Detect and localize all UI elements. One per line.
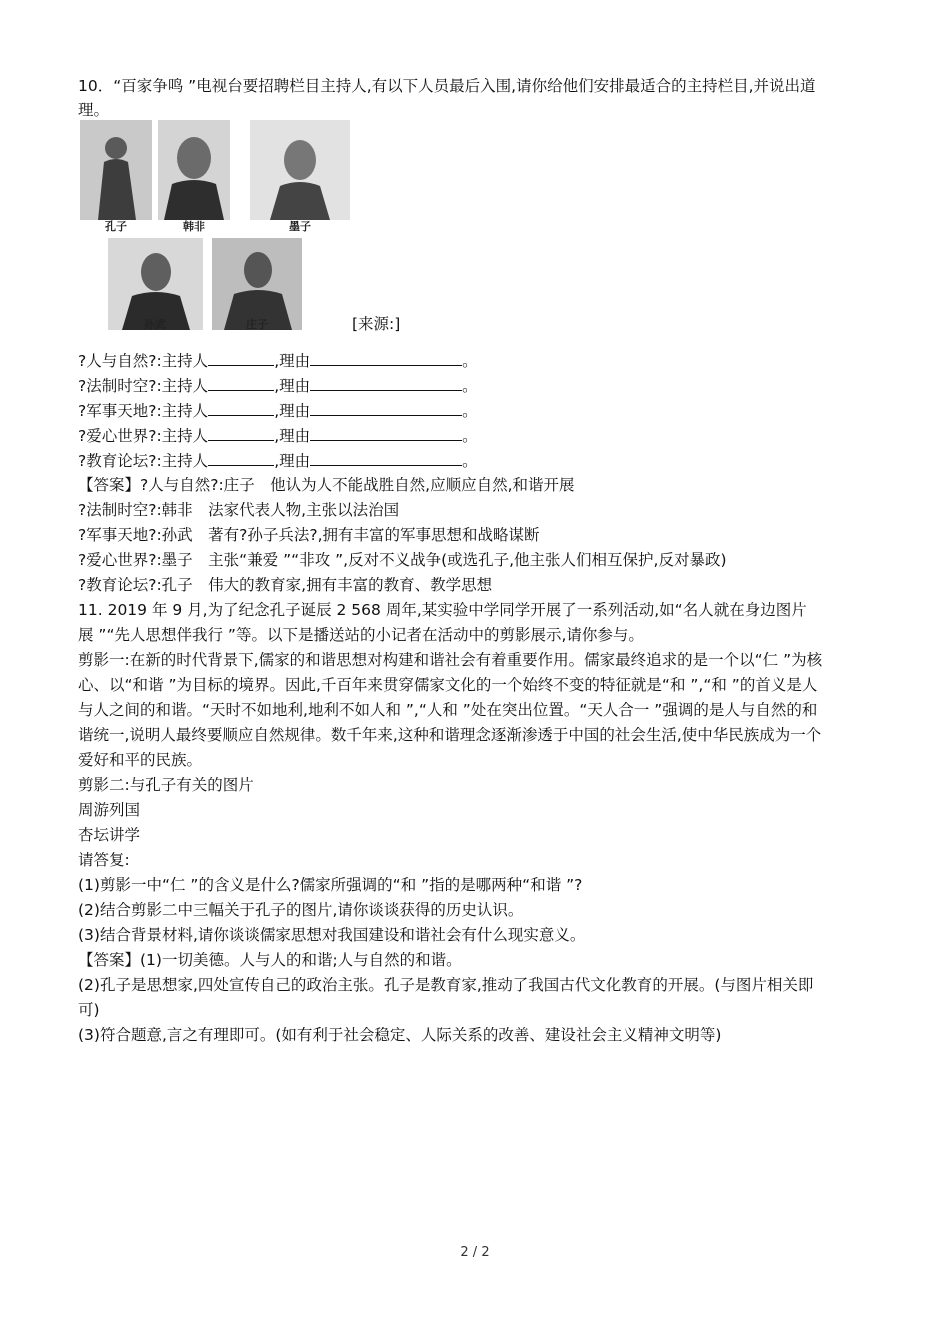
row-label: ?军事天地?:主持人 [78,402,209,420]
q10-intro-line-2: 理。 [78,101,110,119]
q10-answer-line: ?军事天地?:孙武 著有?孙子兵法?,拥有丰富的军事思想和战略谋断 [78,526,540,544]
blank-reason[interactable] [310,375,462,391]
q11-line: (3)结合背景材料,请你谈谈儒家思想对我国建设和谐社会有什么现实意义。 [78,926,586,944]
q11-line: 心、以“和谐 ”为目标的境界。因此,千百年来贯穿儒家文化的一个始终不变的特征就是“和 ”,“和 ”的首义是人 [78,676,818,694]
q11-line: 展 ”“先人思想伴我行 ”等。以下是播送站的小记者在活动中的剪影展示,请你参与。 [78,626,644,644]
q11-line: 谐统一,说明人最终要顺应自然规律。数千年来,这种和谐理念逐渐渗透于中国的社会生活,使中华民族成为一个 [78,726,822,744]
q10-answer-line: ?教育论坛?:孔子 伟大的教育家,拥有丰富的教育、教学思想 [78,576,493,594]
portrait-kongzi [80,120,152,220]
q10-row [78,425,478,446]
q10-row [78,400,478,421]
source-note: [来源:] [352,315,401,333]
portrait-mozi [250,120,350,220]
row-end: 。 [462,402,478,420]
row-mid: ,理由 [274,452,311,470]
q11-answer-line: 可) [78,1001,100,1019]
blank-host[interactable] [208,375,274,391]
row-label: ?教育论坛?:主持人 [78,452,209,470]
row-end: 。 [462,352,478,370]
q11-answer-line: (2)孔子是思想家,四处宣传自己的政治主张。孔子是教育家,推动了我国古代文化教育的开展。(与图片相关即 [78,976,814,994]
row-mid: ,理由 [274,402,311,420]
q11-line: 剪影二:与孔子有关的图片 [78,776,254,794]
q10-answer-line: ?法制时空?:韩非 法家代表人物,主张以法治国 [78,501,400,519]
blank-reason[interactable] [310,350,462,366]
q11-line: 11. 2019 年 9 月,为了纪念孔子诞辰 2 568 周年,某实验中学同学开展了一系列活动,如“名人就在身边图片 [78,601,807,619]
q11-answer-line: (3)符合题意,言之有理即可。(如有利于社会稳定、人际关系的改善、建设社会主义精神文明等) [78,1026,722,1044]
row-label: ?法制时空?:主持人 [78,377,209,395]
q11-answer-line: 【答案】(1)一切美德。人与人的和谐;人与自然的和谐。 [78,951,462,969]
q10-intro-line-1: 10．“百家争鸣 ”电视台要招聘栏目主持人,有以下人员最后入围,请你给他们安排最适合的主持栏目,并说出道 [78,77,816,95]
q11-line: (1)剪影一中“仁 ”的含义是什么?儒家所强调的“和 ”指的是哪两种“和谐 ”? [78,876,583,894]
row-mid: ,理由 [274,427,311,445]
blank-reason[interactable] [310,425,462,441]
blank-host[interactable] [208,450,274,466]
q10-answer-line: 【答案】?人与自然?:庄子 他认为人不能战胜自然,应顺应自然,和谐开展 [78,476,575,494]
blank-reason[interactable] [310,450,462,466]
q11-line: 剪影一:在新的时代背景下,儒家的和谐思想对构建和谐社会有着重要作用。儒家最终追求的是一个以“仁 ”为核 [78,651,823,669]
q11-line: 爱好和平的民族。 [78,751,203,769]
q11-line: 与人之间的和谐。“天时不如地利,地利不如人和 ”,“人和 ”处在突出位置。“天人合一 ”强调的是人与自然的和 [78,701,818,719]
portrait-caption-sunwu: 孙武 [144,318,166,331]
q10-row [78,350,478,371]
portrait-caption-zhuangzi: 庄子 [246,318,268,331]
q11-line: 请答复: [78,851,130,869]
blank-host[interactable] [208,425,274,441]
row-label: ?爱心世界?:主持人 [78,427,209,445]
q11-line: 杏坛讲学 [78,826,141,844]
row-label: ?人与自然?:主持人 [78,352,209,370]
page-number: 2 / 2 [460,1245,490,1260]
blank-host[interactable] [208,350,274,366]
portrait-hanfei [158,120,230,220]
q11-line: 周游列国 [78,801,141,819]
portrait-caption-mozi: 墨子 [289,220,311,233]
q10-row [78,375,478,396]
portrait-caption-hanfei: 韩非 [183,220,205,233]
row-mid: ,理由 [274,352,311,370]
row-mid: ,理由 [274,377,311,395]
portrait-caption-kongzi: 孔子 [105,220,127,233]
q10-row [78,450,478,471]
row-end: 。 [462,427,478,445]
q10-answer-line: ?爱心世界?:墨子 主张“兼爱 ”“非攻 ”,反对不义战争(或选孔子,他主张人们相互保护,反对暴政) [78,551,727,569]
row-end: 。 [462,452,478,470]
blank-host[interactable] [208,400,274,416]
blank-reason[interactable] [310,400,462,416]
row-end: 。 [462,377,478,395]
q11-line: (2)结合剪影二中三幅关于孔子的图片,请你谈谈获得的历史认识。 [78,901,524,919]
